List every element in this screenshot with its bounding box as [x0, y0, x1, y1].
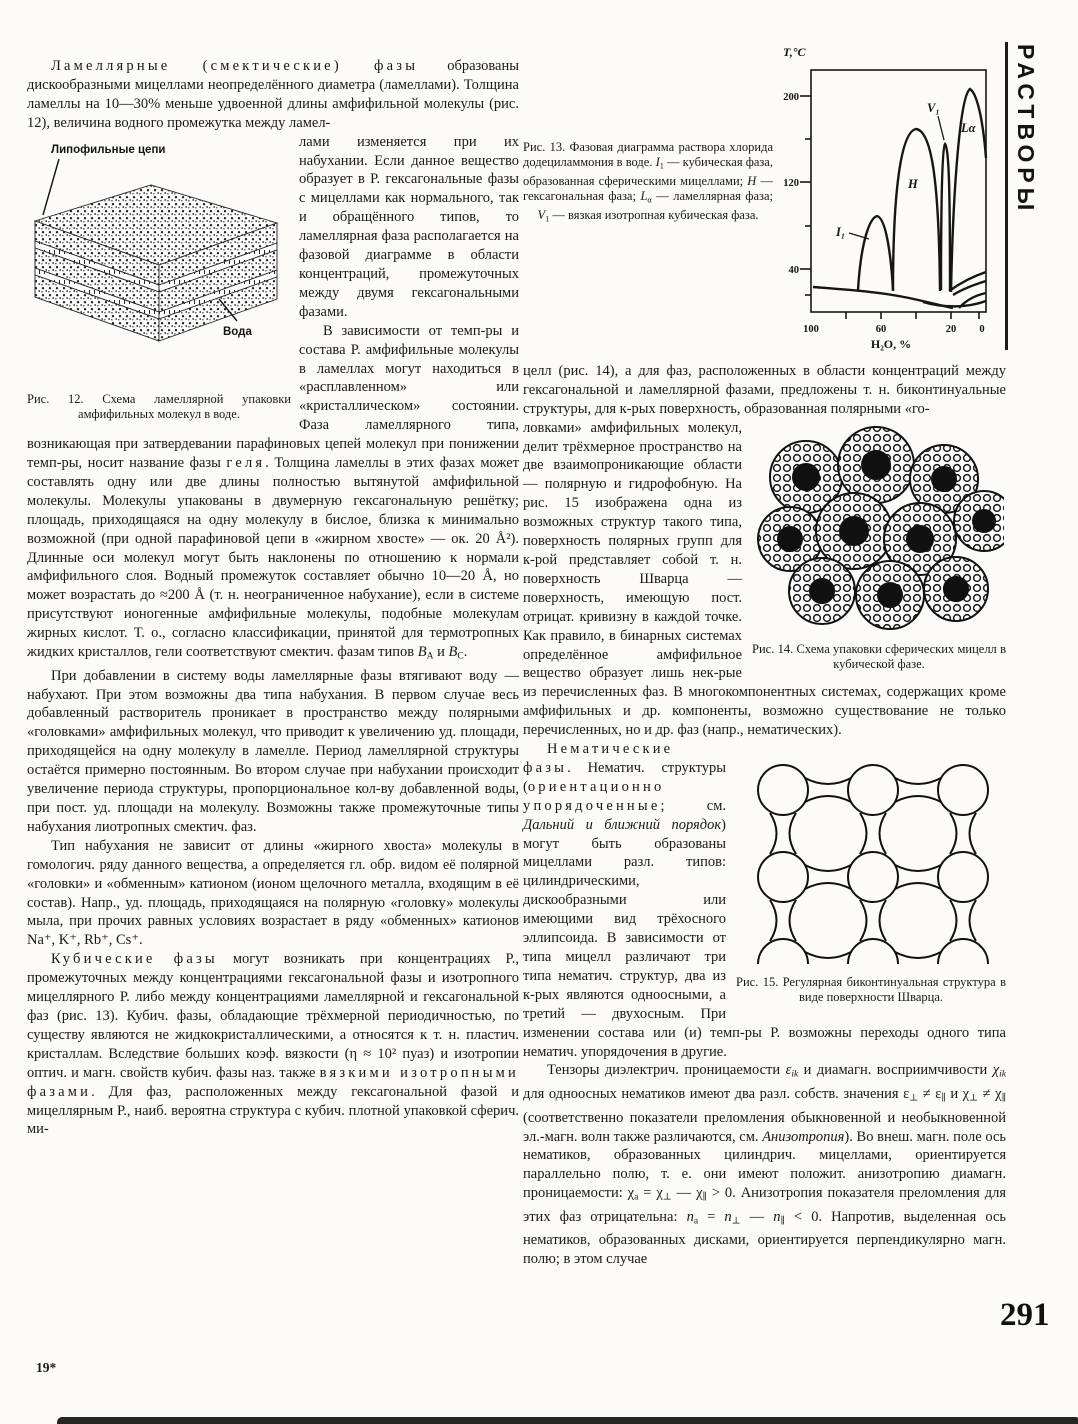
page-number: 291	[1000, 1297, 1050, 1333]
y-axis-ticks	[800, 96, 811, 295]
lamellar-packing-drawing	[27, 139, 285, 381]
body-paragraph: Тип набухания не зависит от длины «жирного хвоста» молекулы в гомологич. ряду данного вещества, а определяется гл. обр. видом её полярной «головки» и «обменным» катионом (ионом щелочного металла, входящим в её состав). Напр., уд. площадь, приходящаяся на полярную «головку» молекулы мыла, при прочих равных условиях возрастает в ряду «обменных» катионов Na⁺, K⁺, Rb⁺, Cs⁺.	[27, 837, 519, 949]
fig12-chains-label: Липофильные цепи	[51, 143, 166, 156]
fig12-water-label: Вода	[223, 325, 252, 338]
micelle-packing-drawing	[752, 423, 1004, 631]
region-label-V1: V₁	[927, 101, 940, 115]
region-label-H: H	[908, 177, 918, 191]
body-paragraph: ловками» амфифильных молекул, делит трёхмерное пространство на две взаимопроникающие области — полярную и гидрофобную. На рис. 15 изображена одна из возможных структур такого типа, поверхность полярных групп для к-рой представляет собой т. н. поверхность Шварца — поверхность, имеющую пост. отрицат. кривизну в каждой точке. Как правило, в бинарных системах определённое амфифильное вещество образует лишь нек-рые из перечисленных фаз. В многокомпонентных системах, содержащих кроме амфифильных и др. компоненты, возможно существование не только перечисленных, но и др. фаз (напр., нематических).	[523, 419, 1006, 739]
body-paragraph: Кубические фазы могут возникать при концентрациях Р., промежуточных между концентрациями гексагональной фазы и изотропного мицеллярного Р. либо между концентрациями ламеллярной и гексагональной фаз (рис. 13). Кубич. фазы, обладающие трёхмерной периодичностью, по существу являются не жидкокристаллическими, а относятся к т. н. пластич. кристаллам. Вследствие больших коэф. вязкости (η ≈ 10² пуаз) и изотропии оптич. и магн. свойств кубич. фазы наз. также вязкими изотропными фазами. Для фаз, расположенных между гексагональной фазой и мицеллярным Р., наиб. вероятна структура с кубич. плотной упаковкой сферич. ми-	[27, 951, 520, 1138]
y-tick-label: 40	[788, 265, 799, 276]
signature-mark: 19*	[36, 1360, 57, 1375]
body-paragraph: При добавлении в систему воды ламеллярные фазы втягивают воду — набухают. При этом возможны два типа набухания. В первом случае весь добавленный растворитель проникает в пространство между полярными «головками» амфифильных молекул, что приводит к увеличению уд. площади, приходящейся на одну молекулу в ламелле. Период ламеллярной структуры остаётся примерно постоянным. Во втором случае при набухании происходит увеличение периода структуры, пропорциональное кол-ву добавленной воды, при пост. уд. площади на молекулу. Возможны также промежуточные типы набухания лиотропных смектич. фаз.	[27, 667, 519, 835]
x-tick-label: 20	[945, 324, 957, 335]
body-paragraph: Ламеллярные (смектические) фазы образованы дискообразными мицеллами неопределённого диаметра (ламеллами). Толщина ламеллы на 10—30% меньше удвоенной длины амфифильной молекулы (рис. 12), величина водного промежутка между ламел-	[27, 58, 519, 131]
fig13-caption: Рис. 13. Фазовая диаграмма раствора хлорида додециламмония в воде. I1 — кубическая фаза, образованная сферическими мицеллами; H — гексагональная фаза; Lα — ламеллярная фаза; V1 — вязкая изотропная кубическая фаза.	[523, 140, 774, 224]
fig15-caption: Рис. 15. Регулярная биконтинуальная структура в виде поверхности Шварца.	[736, 974, 1006, 1005]
body-paragraph: лами изменяется при их набухании. Если данное вещество образует в Р. гексагональные фазы с мицеллами как нормального, так и обращённого типов, то ламеллярная фаза располагается на фазовой диаграмме в области концентраций, промежуточных между двумя гексагональными фазами.	[299, 133, 519, 320]
running-head: РАСТВОРЫ	[1013, 44, 1039, 216]
y-tick-label: 200	[783, 92, 799, 103]
x-tick-label: 100	[803, 324, 819, 335]
x-axis-ticks	[846, 312, 979, 319]
label-pointer-lines	[849, 116, 944, 239]
y-tick-label: 120	[783, 178, 799, 189]
scan-edge-artifact	[57, 1417, 1078, 1424]
fig14-caption: Рис. 14. Схема упаковки сферических мицелл в кубической фазе.	[752, 641, 1006, 671]
fig12-caption: Рис. 12. Схема ламеллярной упаковки амфифильных молекул в воде.	[27, 391, 291, 421]
x-axis-title: H₂O, %	[870, 337, 912, 351]
schwarz-surface-drawing	[736, 746, 1004, 964]
region-label-I1: I₁	[836, 225, 846, 239]
figure-12-lamellar-packing	[27, 139, 291, 423]
phase-diagram-chart	[781, 40, 1006, 352]
margin-rule	[1005, 42, 1008, 350]
body-paragraph: Тензоры диэлектрич. проницаемости εik и диамагн. восприимчивости χik для одноосных нематиков имеют два разл. собств. значения ε⊥ ≠ ε∥ и χ⊥ ≠ χ∥ (соответственно показатели преломления обыкновенной и необыкновенной эл.-магн. волн также различаются, см. Анизотропия). Во внеш. магн. поле ось нематиков, образованных цилиндрич. мицеллами, ориентируется параллельно полю, т. е. они имеют положит. анизотропию диамагн. проницаемости: χa = χ⊥ — χ∥ > 0. Анизотропия показателя преломления для этих фаз отрицательна: na = n⊥ — n∥ < 0. Напротив, выделенная ось нематиков, образованных дисками, ориентируется перпендикулярно магн. полю; в этом случае	[523, 1062, 1007, 1268]
x-tick-label: 60	[875, 324, 887, 335]
body-paragraph: Нематические фазы. Нематич. структуры (ориентационно упорядоченные; см. Дальний и ближний порядок) могут быть образованы мицеллами разл. типов: цилиндрическими, дискообразными или имеющими вид трёхосного эллипсоида. В зависимости от типа мицелл различают три типа нематич. структур, два из к-рых являются одноосными, а третий — двухосным. При изменении состава или (и) темп-ры Р. возможны переходы одного типа нематич. упорядочения в другие.	[523, 741, 1006, 1060]
figure-15-schwarz-surface	[736, 746, 1006, 1006]
body-paragraph: целл (рис. 14), а для фаз, расположенных в области концентраций между гексагональной и ламеллярной фазами, предложены т. н. биконтинуальные структуры, для к-рых поверхность, образованная полярными «го-	[523, 362, 1006, 417]
right-column	[523, 40, 1006, 1269]
y-axis-title: Т,°С	[783, 45, 806, 59]
figure-13-phase-diagram	[781, 40, 1006, 358]
figure-14-micelle-packing	[752, 423, 1006, 673]
region-label-La: Lα	[961, 121, 976, 135]
x-tick-label: 0	[979, 324, 985, 335]
left-column	[27, 57, 519, 1139]
body-paragraph: В зависимости от темп-ры и состава Р. амфифильные молекулы в ламеллах могут находиться в «расплавленном» или «кристаллическом» состоянии. Фаза ламеллярного типа, возникающая при затвердевании парафиновых цепей молекул при понижении темп-ры, носит название фазы геля. Толщина ламеллы в этих фазах может составлять одну или две длины полностью вытянутой амфифильной молекулы. Молекулы упакованы в двумерную гексагональную решётку; площадь, приходящаяся на одну молекулу в бислое, близка к минимально возможной (при одной парафиновой цепи в «жирном хвосте» — ок. 20 Å²). Длинные оси молекул могут быть наклонены по отношению к нормали амфифильного слоя. Водный промежуток составляет обычно 10—20 Å, но может возрастать до ≈200 Å (т. н. неограниченное набухание), если в системе присутствуют ионогенные амфифильные молекулы, подобные молекулам жирных кислот. Т. о., согласно классификации, принятой для термотропных жидких кристаллов, гели соответствуют смектич. фазам типов BA и BC.	[27, 322, 520, 662]
